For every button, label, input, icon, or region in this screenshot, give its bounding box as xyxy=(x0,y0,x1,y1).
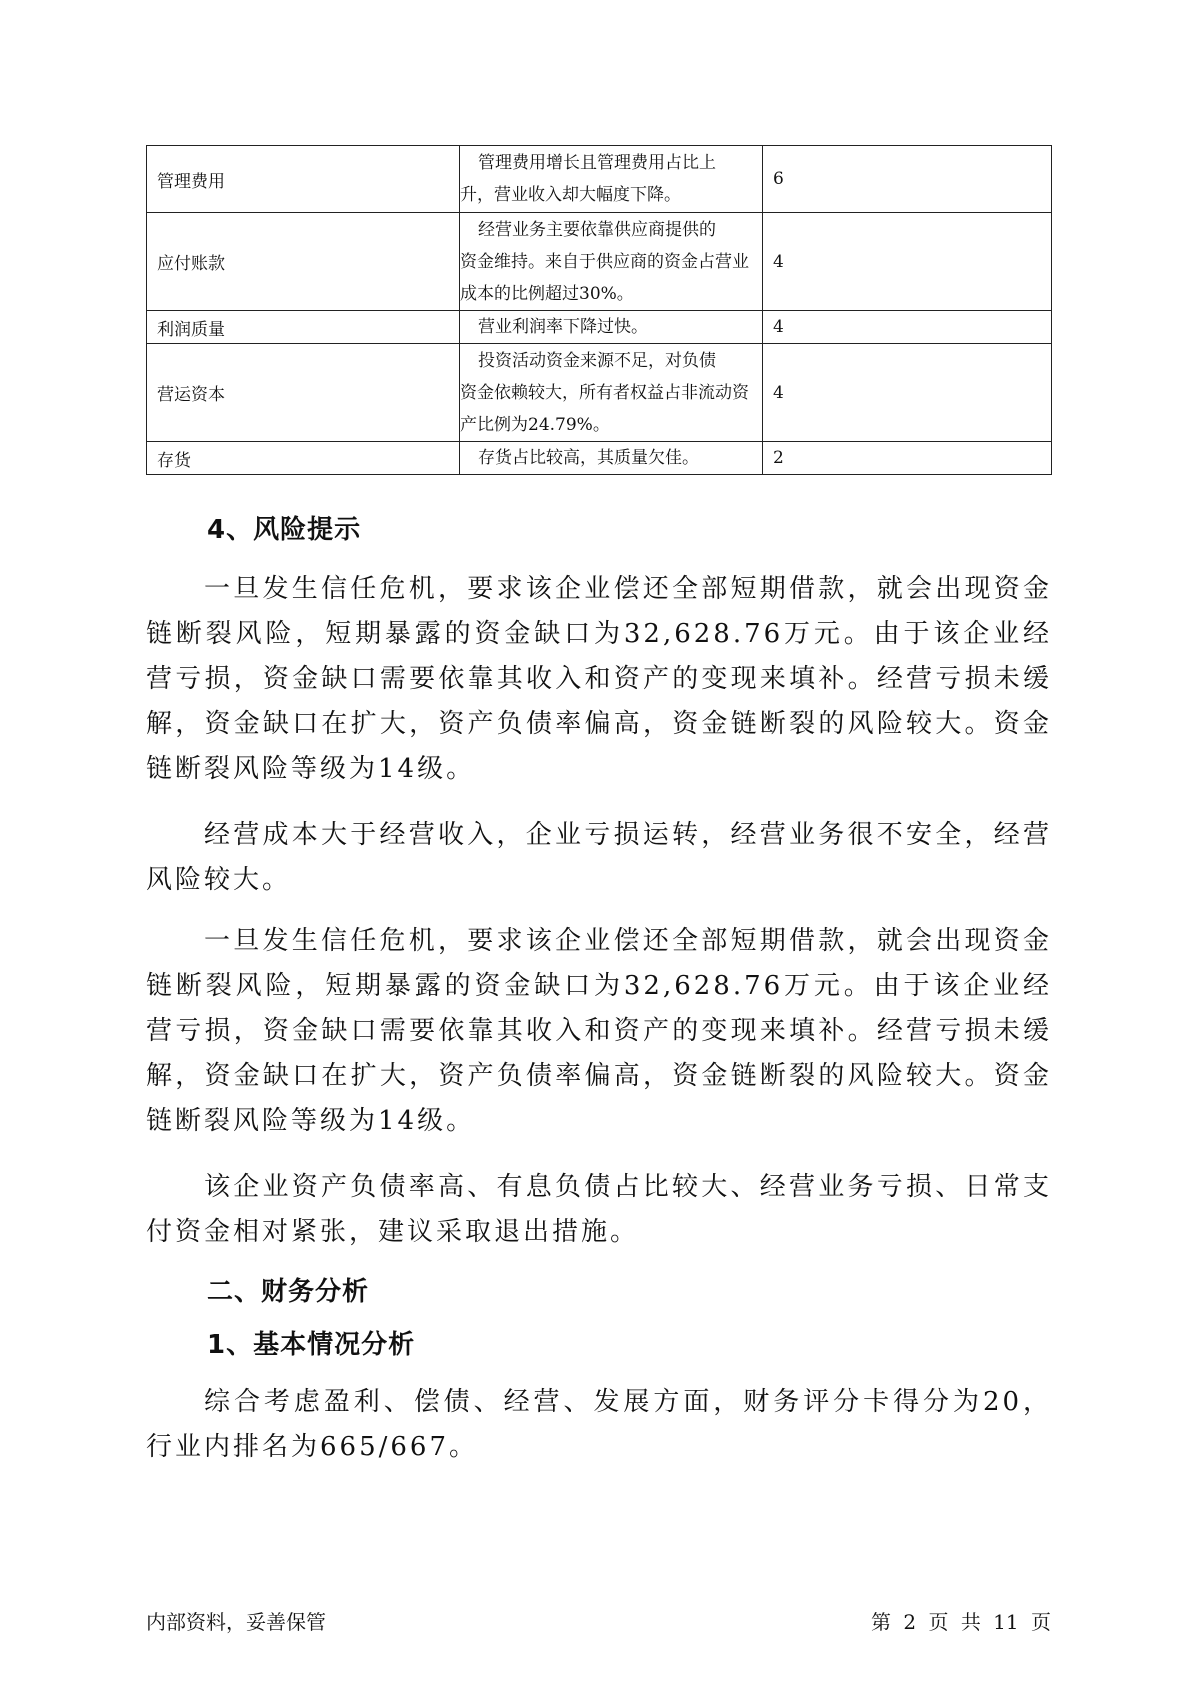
table-row xyxy=(147,442,1052,475)
indicator-description: 存货占比较高，其质量欠佳。 xyxy=(460,442,763,475)
risk-indicator-table xyxy=(146,145,1052,475)
footer-page-number: 第 2 页 共 11 页 xyxy=(871,1610,1051,1634)
table-row xyxy=(147,344,1052,442)
indicator-score: 2 xyxy=(763,442,1052,475)
indicator-name: 利润质量 xyxy=(147,311,460,344)
basic-analysis-paragraph: 综合考虑盈利、偿债、经营、发展方面，财务评分卡得分为20，行业内排名为665/667。 xyxy=(146,1387,1052,1462)
indicator-description: 营业利润率下降过快。 xyxy=(460,311,763,344)
indicator-score: 4 xyxy=(763,311,1052,344)
basic-analysis-subheading: 1、基本情况分析 xyxy=(207,1330,416,1360)
finance-section-heading: 二、财务分析 xyxy=(207,1277,370,1307)
indicator-name: 存货 xyxy=(147,442,460,475)
risk-paragraph-2: 经营成本大于经营收入，企业亏损运转，经营业务很不安全，经营风险较大。 xyxy=(146,820,1052,895)
risk-paragraph-1: 一旦发生信任危机，要求该企业偿还全部短期借款，就会出现资金链断裂风险，短期暴露的资金缺口为32,628.76万元。由于该企业经营亏损，资金缺口需要依靠其收入和资产的变现来填补。经营亏损未缓解，资金缺口在扩大，资产负债率偏高，资金链断裂的风险较大。资金链断裂风险等级为14级。 xyxy=(146,574,1052,784)
indicator-name: 应付账款 xyxy=(147,213,460,311)
indicator-name: 营运资本 xyxy=(147,344,460,442)
risk-section-heading: 4、风险提示 xyxy=(207,515,362,545)
table-row xyxy=(147,213,1052,311)
indicator-description: 管理费用增长且管理费用占比上 升，营业收入却大幅度下降。 xyxy=(460,146,763,213)
table-row xyxy=(147,311,1052,344)
indicator-name: 管理费用 xyxy=(147,146,460,213)
indicator-description: 经营业务主要依靠供应商提供的 资金维持。来自于供应商的资金占营业成本的比例超过30%。 xyxy=(460,213,763,311)
risk-paragraph-3: 一旦发生信任危机，要求该企业偿还全部短期借款，就会出现资金链断裂风险，短期暴露的资金缺口为32,628.76万元。由于该企业经营亏损，资金缺口需要依靠其收入和资产的变现来填补。经营亏损未缓解，资金缺口在扩大，资产负债率偏高，资金链断裂的风险较大。资金链断裂风险等级为14级。 xyxy=(146,926,1052,1136)
table-row xyxy=(147,146,1052,213)
risk-paragraph-4: 该企业资产负债率高、有息负债占比较大、经营业务亏损、日常支付资金相对紧张，建议采取退出措施。 xyxy=(146,1172,1052,1247)
footer-confidential-note: 内部资料，妥善保管 xyxy=(146,1610,326,1634)
indicator-score: 4 xyxy=(763,213,1052,311)
indicator-description: 投资活动资金来源不足，对负债 资金依赖较大，所有者权益占非流动资产比例为24.79%。 xyxy=(460,344,763,442)
indicator-score: 6 xyxy=(763,146,1052,213)
indicator-score: 4 xyxy=(763,344,1052,442)
